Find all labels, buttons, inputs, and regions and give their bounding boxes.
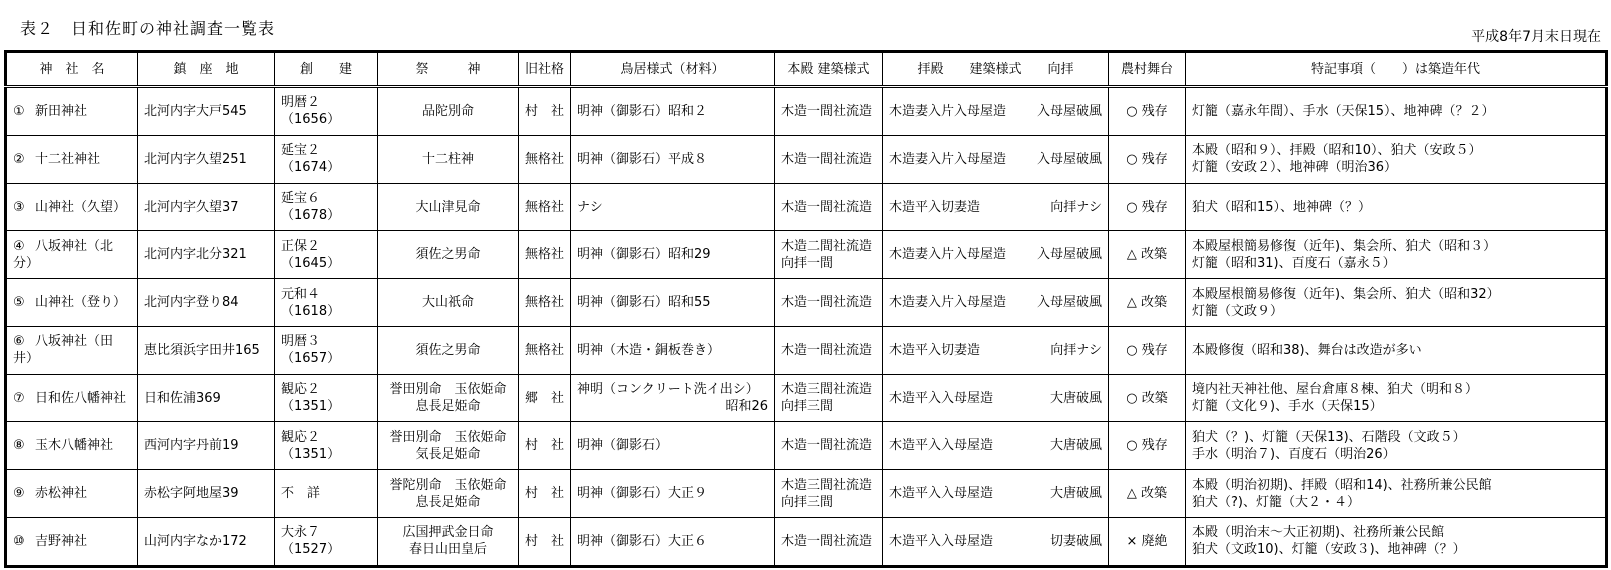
stage-cell: ○ 残存 [1109, 326, 1186, 374]
torii-style: 明神（御影石）昭和55 [577, 295, 711, 311]
torii-cell [571, 517, 775, 566]
rank-cell: 村 社 [519, 87, 571, 136]
notes-cell: 境内社天神社他、屋台倉庫８棟、狛犬（明和８） 灯籠（文化９)、手水（天保15） [1186, 374, 1607, 422]
honden-cell: 木造一間社流造 [775, 135, 883, 183]
location-cell: 西河内字丹前19 [138, 422, 275, 470]
location-cell: 北河内字大戸545 [138, 87, 275, 136]
stage-cell: △ 改築 [1109, 231, 1186, 279]
haiden-style: 木造平入切妻造 [889, 342, 981, 358]
notes-cell: 狛犬（？)、灯籠（天保13)、石階段（文政５） 手水（明治７)、百度石（明治26） [1186, 422, 1607, 470]
haiden-kohai: 大唐破風 [1049, 486, 1102, 502]
deity-cell: 大山祇命 [378, 279, 519, 327]
page-title: 表２ 日和佐町の神社調査一覧表 [20, 19, 276, 38]
haiden-kohai: 向拝ナシ [1050, 342, 1102, 358]
haiden-style: 木造平入入母屋造 [889, 438, 994, 454]
shrine-name: 吉野神社 [35, 533, 88, 549]
shrine-name: 山神社（久望） [35, 199, 127, 215]
header-location: 鎮 座 地 [138, 52, 275, 87]
founded-cell: 延宝６（1678） [275, 183, 378, 231]
rank-cell: 村 社 [519, 517, 571, 566]
honden-cell: 木造一間社流造 [775, 517, 883, 566]
torii-style: 明神（御影石）平成８ [577, 151, 708, 167]
header-deity: 祭 神 [378, 52, 519, 87]
table-row [6, 135, 1607, 183]
table-row [6, 279, 1607, 327]
haiden-kohai: 入母屋破風 [1036, 151, 1102, 167]
stage-cell: △ 改築 [1109, 470, 1186, 518]
shrine-name: 赤松神社 [35, 486, 88, 502]
haiden-cell [883, 470, 1109, 518]
shrine-name: 日和佐八幡神社 [35, 390, 127, 406]
table-row [6, 87, 1607, 136]
shrine-name: 新田神社 [35, 103, 88, 119]
rank-cell: 村 社 [519, 470, 571, 518]
haiden-kohai: 切妻破風 [1049, 533, 1102, 549]
torii-style: 明神（御影石） [577, 438, 669, 454]
rank-cell: 郷 社 [519, 374, 571, 422]
haiden-kohai: 大唐破風 [1049, 390, 1102, 406]
shrine-name: 山神社（登り） [35, 295, 127, 311]
shrine-name: 十二社神社 [35, 151, 101, 167]
founded-cell: 正保２（1645） [275, 231, 378, 279]
notes-cell: 本殿（明治初期)、拝殿（昭和14)、社務所兼公民館 狛犬（?)、灯籠（大２・４） [1186, 470, 1607, 518]
table-row [6, 326, 1607, 374]
location-cell: 日和佐浦369 [138, 374, 275, 422]
table-row [6, 470, 1607, 518]
torii-style: 明神（御影石）大正６ [577, 533, 708, 549]
notes-cell: 灯籠（嘉永年間）、手水（天保15）、地神碑（？２） [1186, 87, 1607, 136]
rank-cell: 無格社 [519, 326, 571, 374]
row-number: ⑨ [13, 486, 25, 502]
honden-cell: 木造一間社流造 [775, 326, 883, 374]
founded-cell: 元和４（1618） [275, 279, 378, 327]
stage-cell: ○ 残存 [1109, 87, 1186, 136]
haiden-kohai: 入母屋破風 [1036, 103, 1102, 119]
haiden-cell [883, 517, 1109, 566]
haiden-kohai: 大唐破風 [1049, 438, 1102, 454]
shrine-name-cell [6, 183, 138, 231]
shrine-name: 八坂神社（田井） [13, 334, 114, 367]
torii-cell [571, 470, 775, 518]
stage-cell: ○ 残存 [1109, 135, 1186, 183]
torii-cell [571, 183, 775, 231]
rank-cell: 村 社 [519, 422, 571, 470]
deity-cell: 誉陀別命 玉依姫命 息長足姫命 [378, 470, 519, 518]
location-cell: 北河内字登り84 [138, 279, 275, 327]
header-notes: 特記事項（ ）は築造年代 [1186, 52, 1607, 87]
haiden-cell [883, 374, 1109, 422]
as-of-date: 平成8年7月末日現在 [1471, 29, 1601, 45]
row-number: ⑦ [13, 390, 25, 406]
deity-cell: 品陀別命 [378, 87, 519, 136]
founded-cell: 観応２（1351） [275, 374, 378, 422]
row-number: ⑩ [13, 533, 25, 549]
honden-cell: 木造一間社流造 [775, 422, 883, 470]
torii-cell [571, 231, 775, 279]
notes-cell: 本殿修復（昭和38)、舞台は改造が多い [1186, 326, 1607, 374]
location-cell: 恵比須浜字田井165 [138, 326, 275, 374]
haiden-style: 木造妻入片入母屋造 [889, 247, 1007, 263]
deity-cell: 須佐之男命 [378, 326, 519, 374]
deity-cell: 誉田別命 玉依姫命 息長足姫命 [378, 374, 519, 422]
honden-cell: 木造一間社流造 [775, 279, 883, 327]
deity-cell: 須佐之男命 [378, 231, 519, 279]
honden-cell: 木造一間社流造 [775, 87, 883, 136]
rank-cell: 無格社 [519, 183, 571, 231]
table-row [6, 374, 1607, 422]
rank-cell: 無格社 [519, 279, 571, 327]
torii-style: 明神（御影石）大正９ [577, 486, 708, 502]
deity-cell: 大山津見命 [378, 183, 519, 231]
location-cell: 北河内字久望251 [138, 135, 275, 183]
stage-cell: × 廃絶 [1109, 517, 1186, 566]
rank-cell: 無格社 [519, 231, 571, 279]
deity-cell: 十二柱神 [378, 135, 519, 183]
row-number: ④ [13, 238, 25, 254]
founded-cell: 不 詳 [275, 470, 378, 518]
shrine-name-cell [6, 326, 138, 374]
haiden-style: 木造妻入片入母屋造 [889, 103, 1007, 119]
shrine-name-cell [6, 279, 138, 327]
shrine-name: 八坂神社（北分） [13, 238, 114, 271]
haiden-style: 木造平入切妻造 [889, 199, 981, 215]
haiden-style: 木造平入入母屋造 [889, 486, 994, 502]
header-torii: 鳥居様式（材料） [571, 52, 775, 87]
row-number: ② [13, 151, 25, 167]
shrine-name-cell [6, 231, 138, 279]
header-row [6, 52, 1607, 87]
haiden-style: 木造妻入片入母屋造 [889, 295, 1007, 311]
torii-style: 明神（御影石）昭和29 [577, 247, 711, 263]
rank-cell: 無格社 [519, 135, 571, 183]
haiden-cell [883, 326, 1109, 374]
row-number: ⑥ [13, 334, 25, 350]
haiden-kohai: 入母屋破風 [1036, 247, 1102, 263]
row-number: ⑤ [13, 295, 25, 311]
haiden-style: 木造平入入母屋造 [889, 533, 994, 549]
shrine-name-cell [6, 374, 138, 422]
torii-style: 明神（木造・銅板巻き） [577, 342, 721, 358]
haiden-cell [883, 183, 1109, 231]
header-honden: 本殿 建築様式 [775, 52, 883, 87]
header-stage: 農村舞台 [1109, 52, 1186, 87]
notes-cell: 本殿屋根簡易修復（近年)、集会所、狛犬（昭和32） 灯籠（文政９） [1186, 279, 1607, 327]
deity-cell: 誉田別命 玉依姫命 気長足姫命 [378, 422, 519, 470]
table-row [6, 183, 1607, 231]
founded-cell: 延宝２（1674） [275, 135, 378, 183]
shrine-name-cell [6, 422, 138, 470]
founded-cell: 観応２（1351） [275, 422, 378, 470]
notes-cell: 狛犬（昭和15）、地神碑（？） [1186, 183, 1607, 231]
founded-cell: 明暦２（1656） [275, 87, 378, 136]
torii-style: 神明（コンクリート洗イ出シ） [577, 382, 759, 398]
torii-cell [571, 87, 775, 136]
shrine-name-cell [6, 517, 138, 566]
header-name: 神 社 名 [6, 52, 138, 87]
honden-cell: 木造一間社流造 [775, 183, 883, 231]
row-number: ⑧ [13, 438, 25, 454]
torii-cell [571, 135, 775, 183]
table-row [6, 231, 1607, 279]
stage-cell: ○ 残存 [1109, 183, 1186, 231]
torii-cell [571, 326, 775, 374]
notes-cell: 本殿（昭和９）、拝殿（昭和10）、狛犬（安政５） 灯籠（安政２）、地神碑（明治36） [1186, 135, 1607, 183]
torii-style: 明神（御影石）昭和２ [577, 103, 708, 119]
location-cell: 北河内字北分321 [138, 231, 275, 279]
torii-cell [571, 374, 775, 422]
shrine-survey-table [4, 50, 1608, 568]
shrine-name: 玉木八幡神社 [35, 438, 114, 454]
table-row [6, 517, 1607, 566]
stage-cell: ○ 残存 [1109, 422, 1186, 470]
location-cell: 赤松字阿地屋39 [138, 470, 275, 518]
haiden-cell [883, 279, 1109, 327]
honden-cell: 木造三間社流造 向拝三間 [775, 374, 883, 422]
haiden-kohai: 入母屋破風 [1036, 295, 1102, 311]
header-founded: 創 建 [275, 52, 378, 87]
notes-cell: 本殿（明治末～大正初期)、社務所兼公民館 狛犬（文政10)、灯籠（安政３)、地神碑（？） [1186, 517, 1607, 566]
torii-cell [571, 422, 775, 470]
notes-cell: 本殿屋根簡易修復（近年)、集会所、狛犬（昭和３） 灯籠（昭和31)、百度石（嘉永５） [1186, 231, 1607, 279]
haiden-style: 木造妻入片入母屋造 [889, 151, 1007, 167]
founded-cell: 大永７（1527） [275, 517, 378, 566]
shrine-name-cell [6, 87, 138, 136]
header-rank: 旧社格 [519, 52, 571, 87]
founded-cell: 明暦３（1657） [275, 326, 378, 374]
header-haiden: 拝殿 建築様式 向拝 [883, 52, 1109, 87]
haiden-kohai: 向拝ナシ [1050, 199, 1102, 215]
haiden-cell [883, 231, 1109, 279]
location-cell: 北河内字久望37 [138, 183, 275, 231]
shrine-name-cell [6, 470, 138, 518]
haiden-cell [883, 422, 1109, 470]
stage-cell: △ 改築 [1109, 279, 1186, 327]
row-number: ① [13, 103, 25, 119]
torii-year: 昭和26 [725, 399, 768, 415]
torii-cell [571, 279, 775, 327]
shrine-name-cell [6, 135, 138, 183]
honden-cell: 木造二間社流造 向拝一間 [775, 231, 883, 279]
table-row [6, 422, 1607, 470]
stage-cell: ○ 改築 [1109, 374, 1186, 422]
deity-cell: 広国押武金日命 春日山田皇后 [378, 517, 519, 566]
location-cell: 山河内字なか172 [138, 517, 275, 566]
row-number: ③ [13, 199, 25, 215]
torii-style: ナシ [577, 199, 603, 215]
haiden-style: 木造平入入母屋造 [889, 390, 994, 406]
haiden-cell [883, 135, 1109, 183]
honden-cell: 木造三間社流造 向拝三間 [775, 470, 883, 518]
haiden-cell [883, 87, 1109, 136]
table-body [6, 87, 1607, 567]
